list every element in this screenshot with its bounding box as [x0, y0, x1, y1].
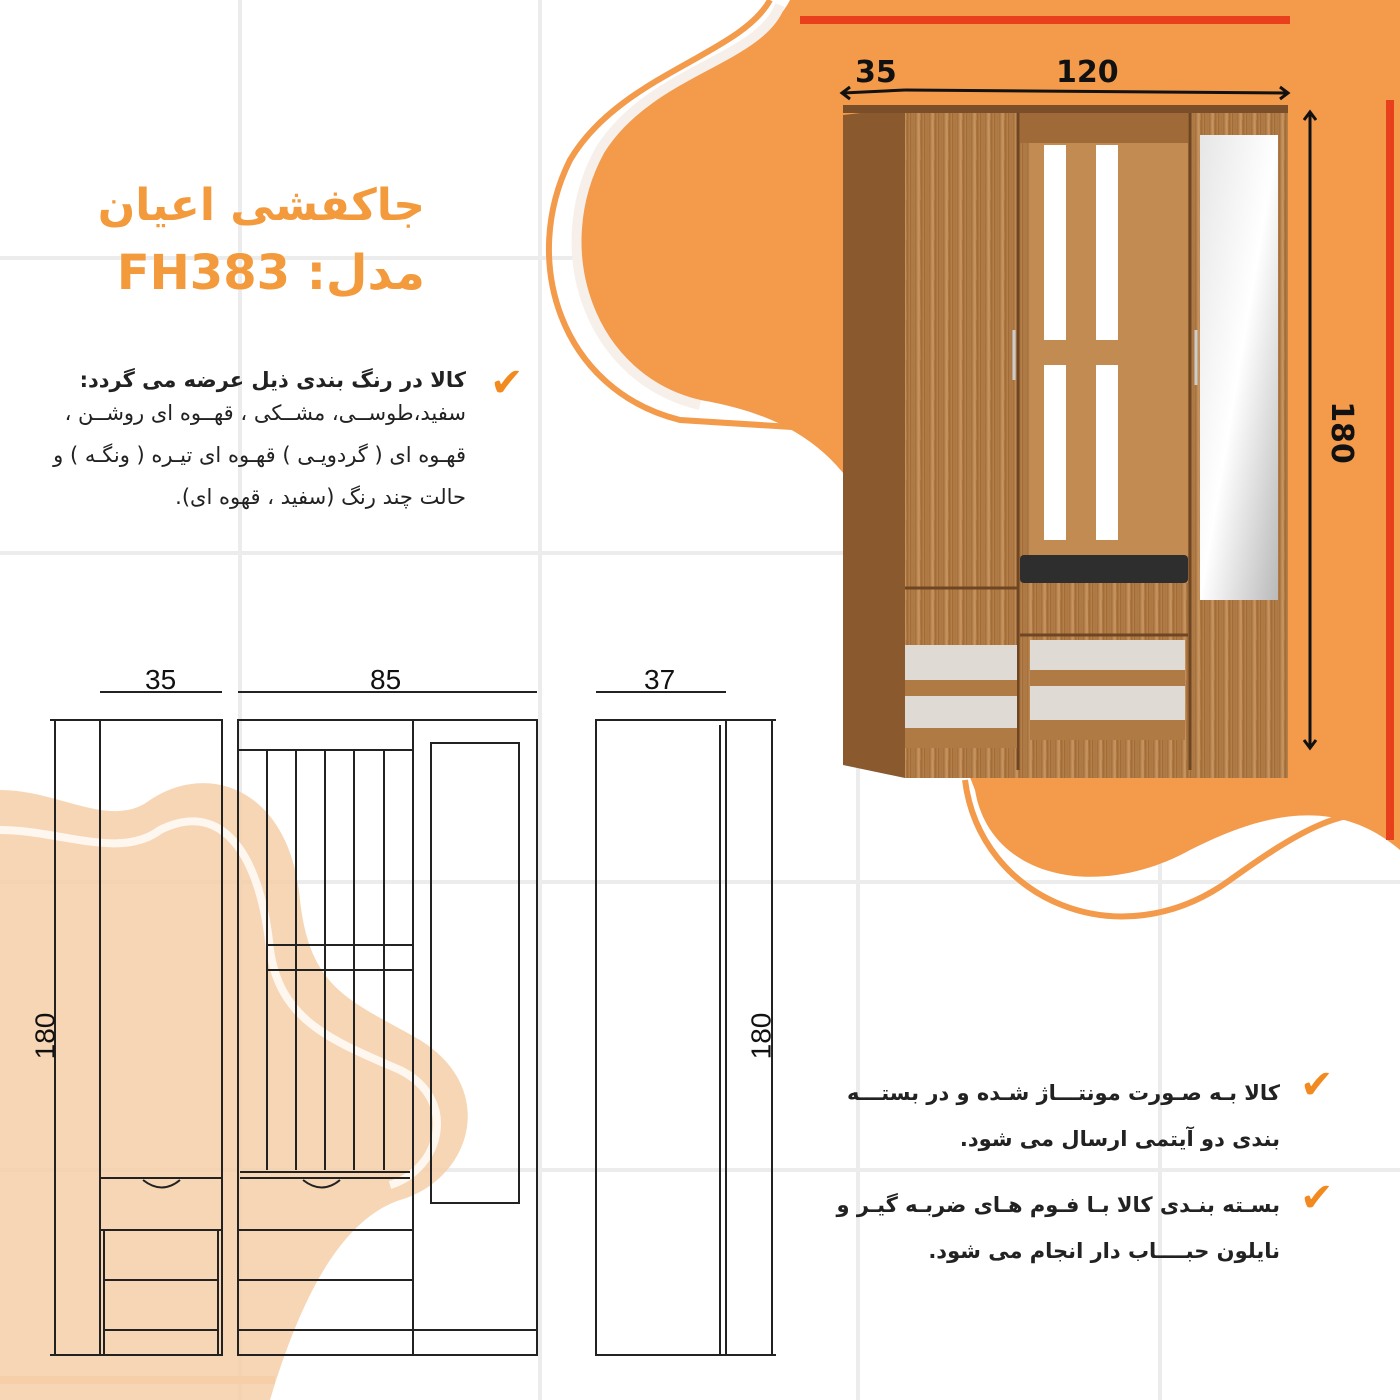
colors-line: حالت چند رنگ (سفید ، قهوه ای).	[175, 485, 466, 509]
colors-heading: کالا در رنگ بندی ذیل عرضه می گردد:	[79, 368, 466, 392]
note-line: نایلون حبــــاب دار انجام می شود.	[928, 1239, 1280, 1263]
drawing-width-label: 85	[370, 664, 402, 695]
photo-depth-label: 35	[855, 55, 897, 90]
drawing-height-left-label: 180	[29, 1012, 61, 1060]
product-model: مدل: FH383	[116, 245, 425, 301]
colors-line: قهـوه ای ( گردویـی ) قهـوه ای تیـره ( ونگـه ) و	[53, 443, 466, 467]
product-title: جاکفشی اعیان	[97, 180, 425, 231]
colors-line: سفید،طوســی، مشــکی ، قهــوه ای روشــن ،	[64, 401, 466, 425]
note-line: بندی دو آیتمی ارسال می شود.	[959, 1127, 1280, 1151]
peach-blob	[0, 783, 468, 1400]
check-icon: ✔	[490, 360, 524, 406]
drawing-depth2-label: 37	[644, 664, 676, 695]
check-icon: ✔	[1300, 1175, 1334, 1221]
cabinet-photo	[843, 105, 1288, 778]
colors-section	[6, 368, 466, 518]
check-icon: ✔	[1300, 1062, 1334, 1108]
photo-height-label: 180	[1323, 401, 1359, 464]
photo-width-label: 120	[1056, 55, 1119, 90]
note-packaging	[800, 1182, 1280, 1274]
note-assembly	[800, 1070, 1280, 1162]
note-line: کالا بـه صـورت مونتـــاژ شـده و در بستـــه	[846, 1081, 1280, 1105]
drawing-depth-label: 35	[145, 664, 177, 695]
drawing-height-right-label: 180	[745, 1012, 777, 1060]
note-line: بسـته بنـدی کالا بـا فـوم هـای ضربـه گیـر و	[836, 1193, 1280, 1217]
